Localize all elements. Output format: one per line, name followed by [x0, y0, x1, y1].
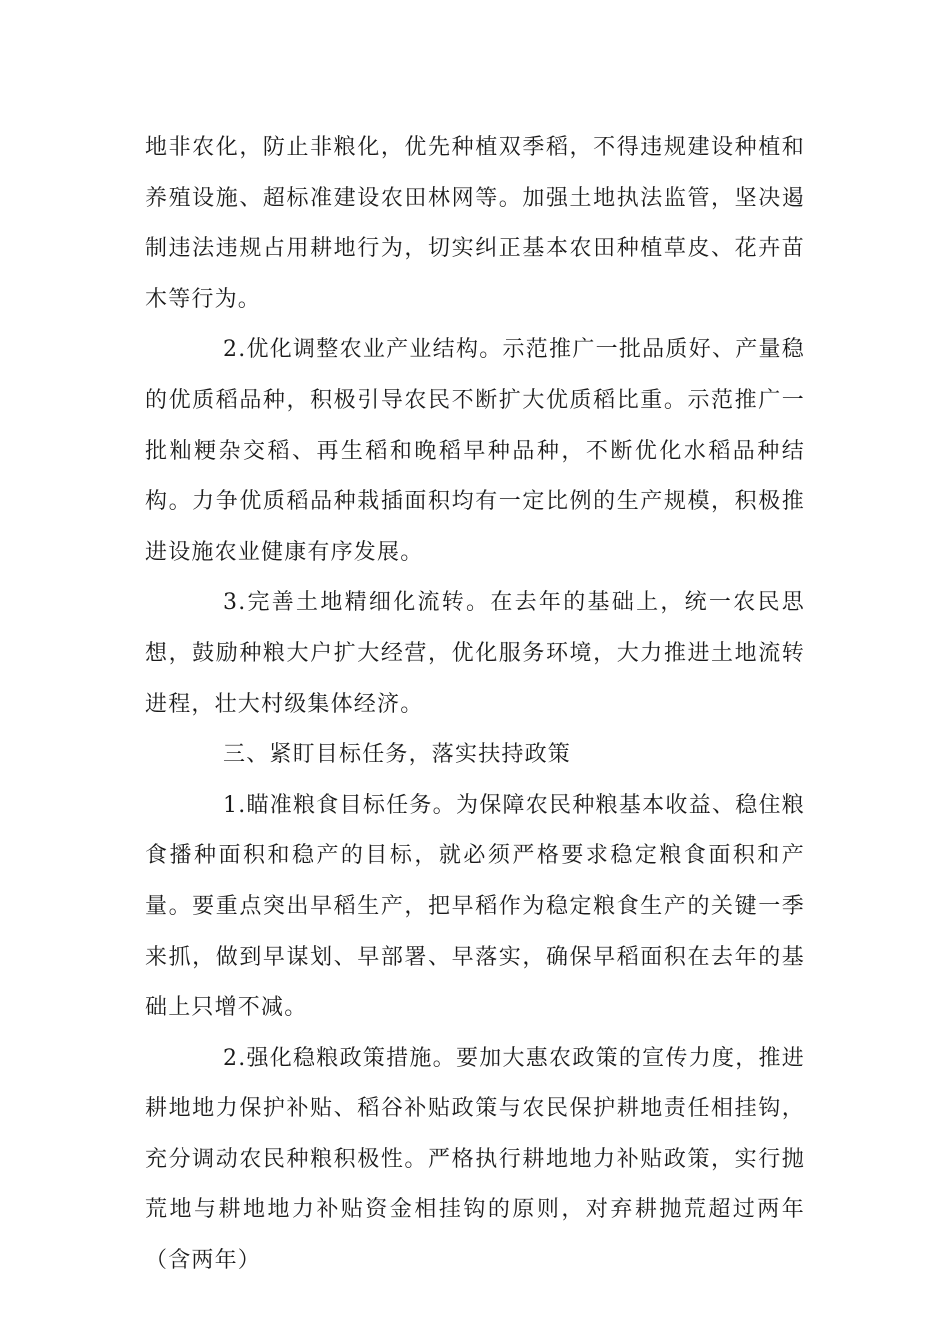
document-body [145, 123, 805, 1287]
paragraph-grain-target: 1.瞄准粮食目标任务。为保障农民种粮基本收益、稳住粮食播种面积和稳产的目标，就必须严格要求稳定粮食面积和产量。要重点突出早稻生产，把早稻作为稳定粮食生产的关键一季来抓，做到早谋划、早部署、早落实，确保早稻面积在去年的基础上只增不减。 [145, 792, 805, 1021]
section-heading: 三、紧盯目标任务，落实扶持政策 [223, 742, 572, 768]
paragraph-optimize-structure: 2.优化调整农业产业结构。示范推广一批品质好、产量稳的优质稻品种，积极引导农民不断扩大优质稻比重。示范推广一批籼粳杂交稻、再生稻和晚稻早种品种，不断优化水稻品种结构。力争优质稻品种栽插面积均有一定比例的生产规模，积极推进设施农业健康有序发展。 [145, 337, 805, 565]
paragraph-grain-policy: 2.强化稳粮政策措施。要加大惠农政策的宣传力度，推进耕地地力保护补贴、稻谷补贴政策与农民保护耕地责任相挂钩，充分调动农民种粮积极性。严格执行耕地地力补贴政策，实行抛荒地与耕地地力补贴资金相挂钩的原则，对弃耕抛荒超过两年（含两年） [145, 1045, 805, 1274]
paragraph-continued: 地非农化，防止非粮化，优先种植双季稻，不得违规建设种植和养殖设施、超标准建设农田林网等。加强土地执法监管，坚决遏制违法违规占用耕地行为，切实纠正基本农田种植草皮、花卉苗木等行为。 [145, 135, 805, 312]
paragraph-land-transfer: 3.完善土地精细化流转。在去年的基础上，统一农民思想，鼓励种粮大户扩大经营，优化服务环境，大力推进土地流转进程，壮大村级集体经济。 [145, 590, 805, 717]
